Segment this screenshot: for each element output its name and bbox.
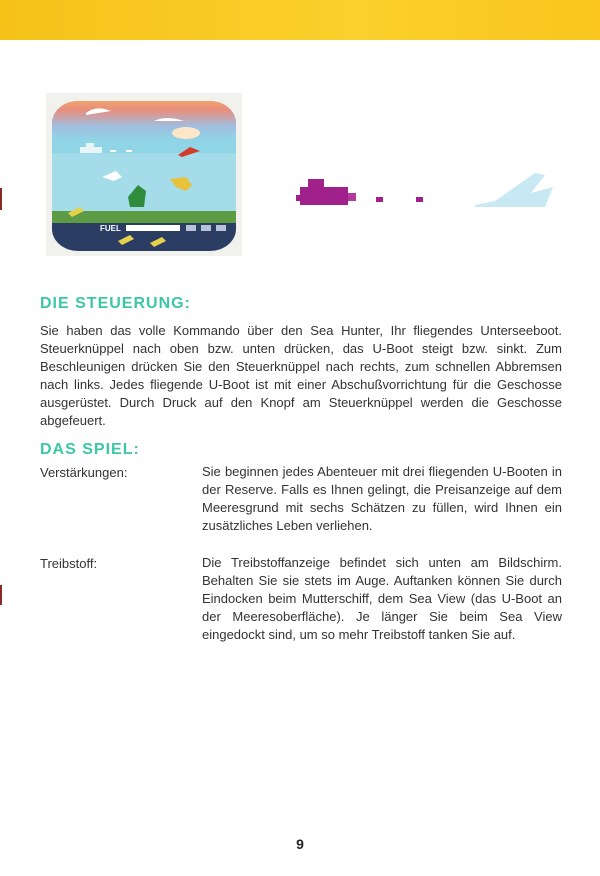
torpedo-dot (416, 197, 423, 202)
section-heading-steuerung: DIE STEUERUNG: (40, 295, 191, 312)
fuel-label: FUEL (100, 224, 121, 233)
scan-edge-mark (0, 585, 2, 605)
sea-hunter-submarine-sprite (296, 179, 356, 205)
desc-treibstoff: Die Treibstoffanzeige befindet sich unten am Bildschirm. Behalten Sie sie stets im Auge. Auftanken können Sie durch Eindocken beim Mutterschiff, dem Sea View (das U-Boot an der Meeresoberfläche). Je länger Sie beim Sea View eingedockt sind, um so mehr Treibstoff tanken Sie auf. (202, 555, 562, 642)
page-number: 9 (296, 836, 304, 852)
torpedo-dot (376, 197, 383, 202)
steuerung-paragraph: Sie haben das volle Kommando über den Sea Hunter, Ihr fliegendes Unterseeboot. Steuerknüppel nach oben bzw. unten drücken, das U-Boot steigt bzw. sinkt. Zum Beschleunigen drücken Sie den Steuerknüppel nach rechts, zum schnellen Abbremsen nach links. Jedes fliegende U-Boot ist mit einer Abschußvorrichtung für die Geschosse ausgerüstet. Durch Druck auf den Knopf am Steuerknüppel werden die Geschosse abgefeuert. (40, 323, 562, 428)
section-heading-spiel: DAS SPIEL: (40, 441, 140, 458)
term-treibstoff: Treibstoff: (40, 556, 98, 571)
sprite-illustration (290, 165, 560, 230)
desc-verstaerkungen: Sie beginnen jedes Abenteuer mit drei fliegenden U-Booten in der Reserve. Falls es Ihnen gelingt, die Preisanzeige auf dem Meeresgrund mit sechs Schätzen zu füllen, wird Ihnen ein zusätzliches Leben verliehen. (202, 464, 562, 533)
scan-edge-mark (0, 188, 2, 210)
enemy-shark-sprite (475, 173, 553, 207)
term-verstaerkungen: Verstärkungen: (40, 465, 128, 480)
top-color-band (0, 0, 600, 40)
game-screenshot (46, 93, 242, 256)
